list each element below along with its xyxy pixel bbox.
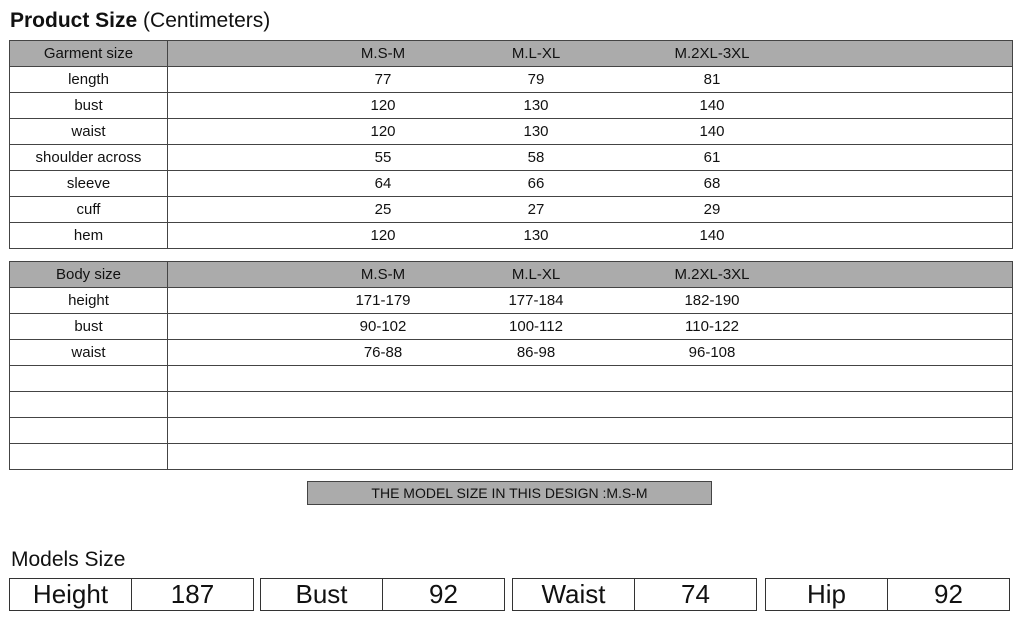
table-row (10, 145, 1013, 171)
cell-value: 86-98 (516, 344, 556, 361)
title-unit: (Centimeters) (143, 9, 271, 32)
cell-value: 171-179 (355, 292, 411, 309)
models-size-title: Models Size (11, 548, 126, 571)
cell-value: 120 (370, 97, 396, 114)
title-main: Product Size (10, 9, 138, 32)
table-row (10, 366, 1013, 392)
model-size-banner: THE MODEL SIZE IN THIS DESIGN :M.S-M (307, 481, 712, 505)
cell-value: 77 (374, 71, 392, 88)
table-row (10, 392, 1013, 418)
cell-value: 76-88 (363, 344, 403, 361)
header-col: M.L-XL (511, 266, 561, 283)
garment-size-table (9, 40, 1013, 249)
cell-value: 64 (374, 175, 392, 192)
cell-value: 140 (699, 97, 725, 114)
cell-value: 66 (527, 175, 545, 192)
model-value: 74 (634, 579, 756, 610)
header-label: Garment size (10, 41, 168, 67)
model-bust-box (260, 578, 505, 611)
cell-value: 68 (703, 175, 721, 192)
cell-value: 79 (527, 71, 545, 88)
cell-value: 130 (523, 227, 549, 244)
cell-value: 100-112 (509, 318, 563, 335)
cell-value: 110-122 (685, 318, 739, 335)
table-row (10, 171, 1013, 197)
row-label: sleeve (10, 171, 168, 197)
header-col: M.2XL-3XL (674, 266, 750, 283)
row-label: shoulder across (10, 145, 168, 171)
model-height-box (9, 578, 254, 611)
table-row (10, 314, 1013, 340)
cell-value: 120 (370, 123, 396, 140)
table-row (10, 197, 1013, 223)
cell-value: 130 (523, 123, 549, 140)
cell-value: 81 (703, 71, 721, 88)
model-waist-box (512, 578, 757, 611)
table-row (10, 93, 1013, 119)
row-label: bust (10, 314, 168, 340)
model-hip-box (765, 578, 1010, 611)
table-row (10, 340, 1013, 366)
cell-value: 182-190 (684, 292, 740, 309)
model-label: Height (32, 579, 109, 609)
table-row (10, 67, 1013, 93)
header-col: M.2XL-3XL (674, 45, 750, 62)
model-label: Waist (541, 579, 606, 609)
row-label: cuff (10, 197, 168, 223)
model-label: Hip (806, 579, 846, 609)
cell-value: 96-108 (688, 344, 736, 361)
table-header-row (10, 262, 1013, 288)
header-col: M.L-XL (511, 45, 561, 62)
cell-value: 140 (699, 123, 725, 140)
cell-value: 130 (523, 97, 549, 114)
cell-value: 177-184 (508, 292, 564, 309)
page-title (10, 9, 270, 33)
table-row (10, 288, 1013, 314)
cell-value: 25 (374, 201, 392, 218)
cell-value: 55 (374, 149, 392, 166)
table-row (10, 444, 1013, 470)
model-value: 187 (131, 579, 253, 610)
cell-value: 29 (703, 201, 721, 218)
cell-value: 120 (370, 227, 396, 244)
table-header-row (10, 41, 1013, 67)
model-value: 92 (382, 579, 504, 610)
row-label: hem (10, 223, 168, 249)
row-label: waist (10, 340, 168, 366)
row-label (10, 444, 168, 470)
row-label (10, 392, 168, 418)
table-row (10, 418, 1013, 444)
header-label: Body size (10, 262, 168, 288)
row-label: bust (10, 93, 168, 119)
row-label: waist (10, 119, 168, 145)
cell-value: 140 (699, 227, 725, 244)
body-size-table (9, 261, 1013, 470)
row-label (10, 366, 168, 392)
header-col: M.S-M (360, 45, 406, 62)
cell-value: 61 (703, 149, 721, 166)
cell-value: 58 (527, 149, 545, 166)
table-row (10, 223, 1013, 249)
header-col: M.S-M (360, 266, 406, 283)
row-label: length (10, 67, 168, 93)
model-value: 92 (887, 579, 1009, 610)
table-row (10, 119, 1013, 145)
row-label: height (10, 288, 168, 314)
row-label (10, 418, 168, 444)
cell-value: 90-102 (359, 318, 407, 335)
model-label: Bust (295, 579, 348, 609)
cell-value: 27 (527, 201, 545, 218)
